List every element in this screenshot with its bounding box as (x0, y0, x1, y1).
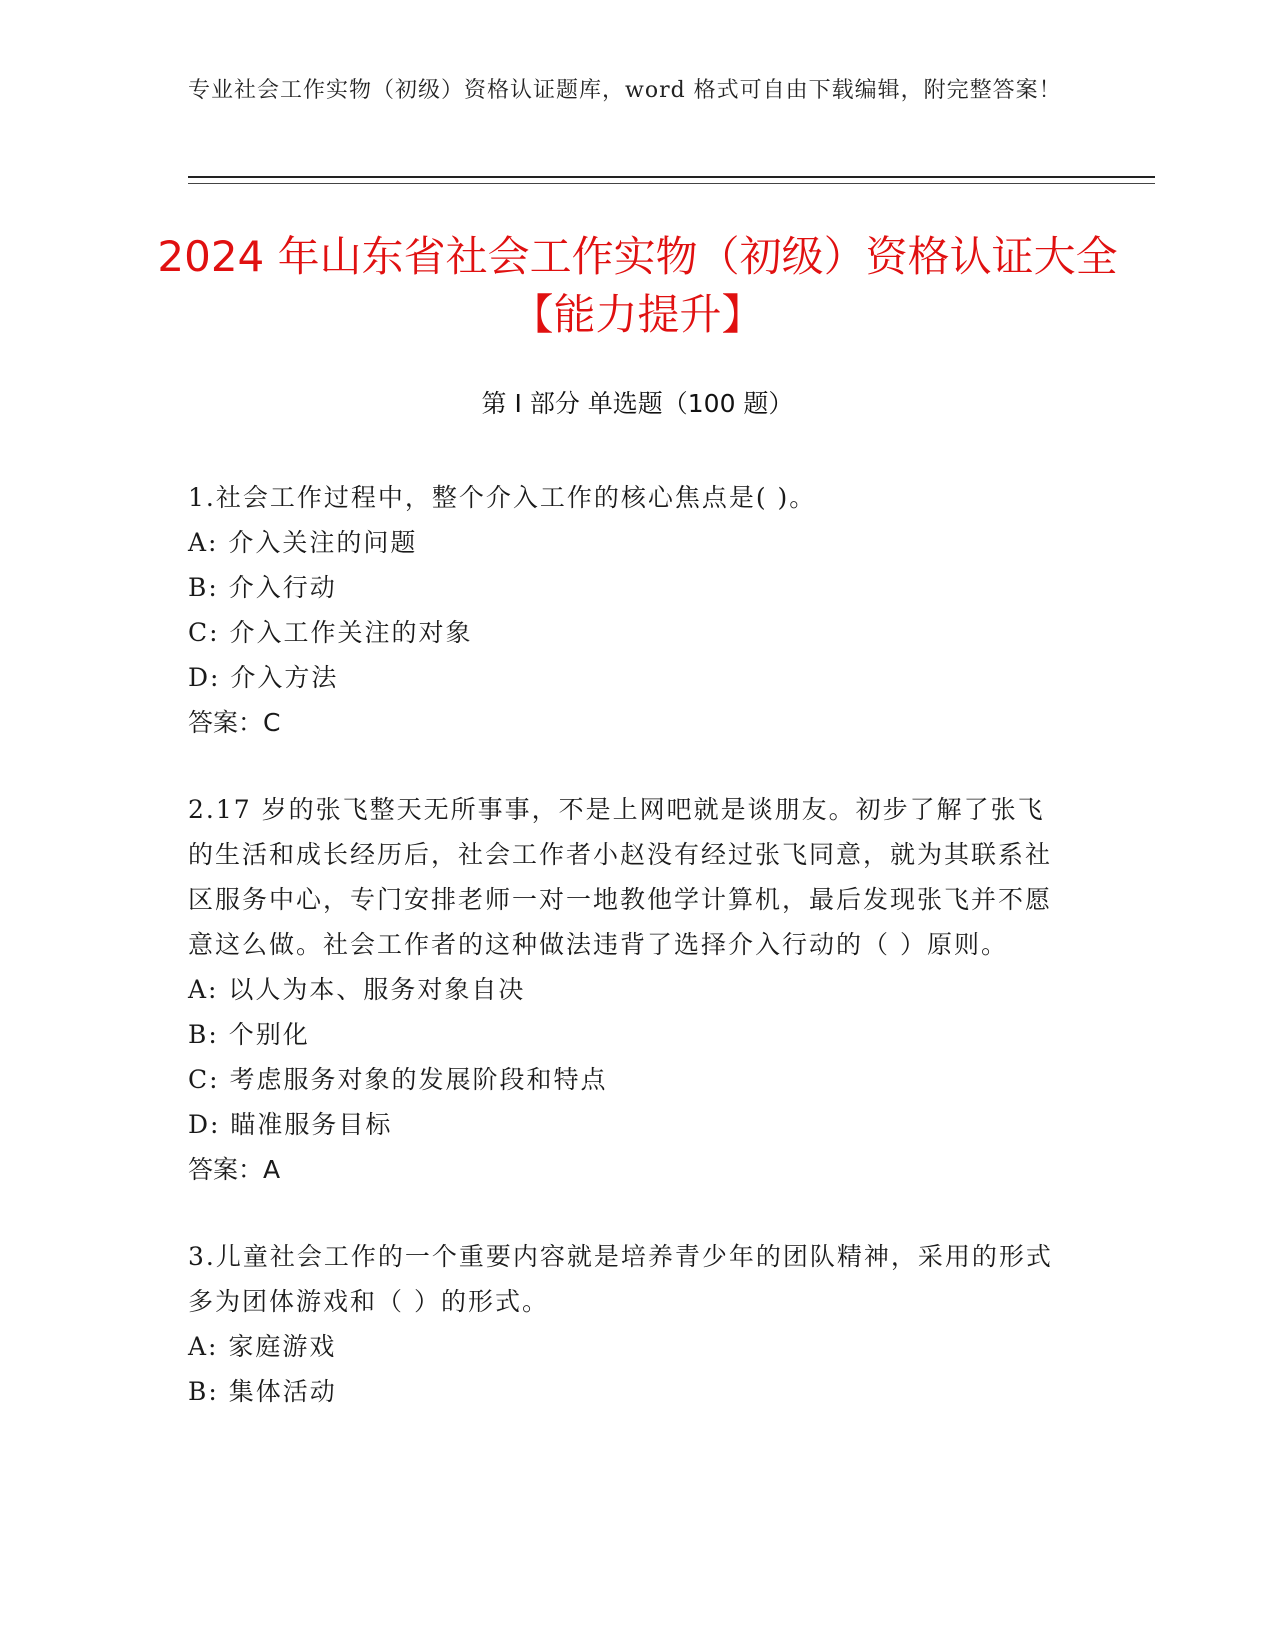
answer-line: 答案：A (188, 1155, 281, 1184)
question-stem: 3.儿童社会工作的一个重要内容就是培养青少年的团队精神，采用的形式多为团体游戏和（ ）的形式。 (188, 1242, 1053, 1316)
question-list (188, 475, 1068, 1456)
question-1 (188, 475, 1068, 745)
question-3 (188, 1234, 1068, 1414)
question-stem: 2.17 岁的张飞整天无所事事，不是上网吧就是谈朋友。初步了解了张飞的生活和成长经历后，社会工作者小赵没有经过张飞同意，就为其联系社区服务中心，专门安排老师一对一地教他学计算机，最后发现张飞并不愿意这么做。社会工作者的这种做法违背了选择介入行动的（ ）原则。 (188, 795, 1053, 959)
header-note: 专业社会工作实物（初级）资格认证题库，word 格式可自由下载编辑，附完整答案！ (188, 78, 1062, 103)
option-a: A: 家庭游戏 (188, 1332, 337, 1361)
option-c: C: 考虑服务对象的发展阶段和特点 (188, 1065, 608, 1094)
answer-line: 答案：C (188, 708, 281, 737)
question-stem: 1.社会工作过程中，整个介入工作的核心焦点是( )。 (188, 483, 817, 512)
option-b: B: 个别化 (188, 1020, 310, 1049)
option-d: D: 介入方法 (188, 663, 339, 692)
document-title: 2024 年山东省社会工作实物（初级）资格认证大全【能力提升】 (157, 232, 1118, 339)
header-divider-thin (188, 183, 1155, 184)
option-b: B: 介入行动 (188, 573, 337, 602)
option-b: B: 集体活动 (188, 1377, 337, 1406)
option-a: A: 以人为本、服务对象自决 (188, 975, 526, 1004)
option-d: D: 瞄准服务目标 (188, 1110, 393, 1139)
question-2 (188, 787, 1068, 1192)
option-a: A: 介入关注的问题 (188, 528, 418, 557)
header-divider-thick (188, 176, 1155, 178)
option-c: C: 介入工作关注的对象 (188, 618, 473, 647)
section-title: 第 I 部分 单选题（100 题） (481, 389, 794, 418)
